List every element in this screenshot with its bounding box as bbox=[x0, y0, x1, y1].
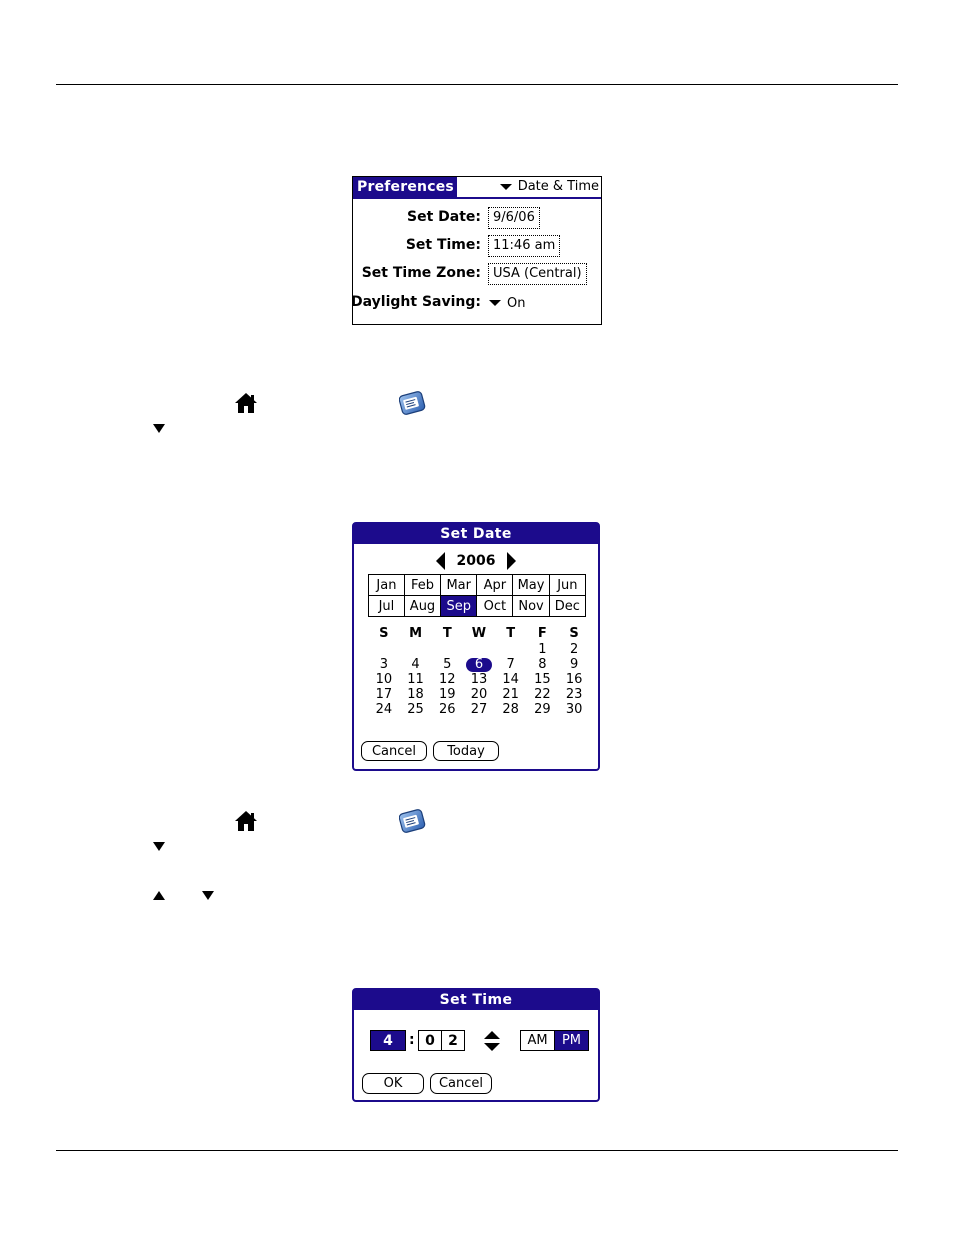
preferences-app-icon bbox=[399, 391, 426, 416]
day-cell[interactable] bbox=[368, 657, 400, 672]
week-row bbox=[368, 672, 590, 687]
day-number: 8 bbox=[538, 657, 547, 672]
set-date-title: Set Date bbox=[354, 524, 598, 544]
dropdown-triangle-icon bbox=[500, 184, 512, 190]
day-number: 27 bbox=[470, 702, 488, 717]
month-jun[interactable]: Jun bbox=[549, 575, 585, 596]
day-cell[interactable] bbox=[558, 642, 590, 657]
month-grid bbox=[368, 574, 586, 617]
day-cell[interactable] bbox=[400, 687, 432, 702]
am-toggle[interactable]: AM bbox=[520, 1030, 555, 1051]
month-mar[interactable]: Mar bbox=[441, 575, 477, 596]
day-number: 2 bbox=[569, 642, 579, 657]
weekday-label: T bbox=[506, 625, 516, 641]
empty-day-cell bbox=[463, 642, 495, 657]
daylight-saving-picker[interactable] bbox=[489, 293, 525, 313]
footer-rule bbox=[56, 1150, 898, 1151]
day-cell[interactable] bbox=[558, 672, 590, 687]
month-apr[interactable]: Apr bbox=[477, 575, 513, 596]
day-number: 1 bbox=[538, 642, 547, 657]
weekday-label: S bbox=[379, 625, 389, 641]
week-row bbox=[368, 687, 590, 702]
today-button[interactable]: Today bbox=[433, 741, 499, 761]
day-cell[interactable] bbox=[558, 657, 590, 672]
day-cell[interactable] bbox=[558, 702, 590, 717]
month-row bbox=[369, 596, 586, 617]
day-number: 5 bbox=[443, 657, 452, 672]
month-oct[interactable]: Oct bbox=[477, 596, 513, 617]
set-date-dialog bbox=[352, 522, 600, 771]
minute-ones-field[interactable]: 2 bbox=[441, 1030, 465, 1051]
ok-button[interactable]: OK bbox=[362, 1073, 424, 1094]
day-number: 6 bbox=[466, 658, 492, 672]
preferences-screen bbox=[352, 176, 602, 325]
down-arrow-icon bbox=[153, 842, 165, 851]
weekday-header-row bbox=[368, 624, 590, 642]
day-number: 20 bbox=[470, 687, 488, 702]
day-number: 22 bbox=[534, 687, 551, 702]
day-cell[interactable] bbox=[527, 642, 559, 657]
week-row bbox=[368, 702, 590, 717]
day-cell[interactable] bbox=[495, 702, 527, 717]
hour-field[interactable]: 4 bbox=[370, 1030, 406, 1051]
day-cell[interactable] bbox=[400, 657, 432, 672]
category-label: Date & Time bbox=[517, 179, 599, 194]
cancel-button[interactable]: Cancel bbox=[361, 741, 427, 761]
day-number: 18 bbox=[407, 687, 424, 702]
year-label: 2006 bbox=[456, 553, 496, 569]
previous-year-arrow-icon[interactable] bbox=[436, 552, 445, 570]
set-time-label: Set Time: bbox=[405, 237, 481, 253]
day-number: 24 bbox=[375, 702, 393, 717]
up-arrow-icon bbox=[153, 891, 165, 900]
weekday-label: S bbox=[569, 625, 579, 641]
up-down-arrows-icon[interactable] bbox=[483, 1030, 501, 1052]
day-cell[interactable] bbox=[431, 657, 463, 672]
title-underline bbox=[353, 197, 601, 199]
week-row bbox=[368, 642, 590, 657]
set-time-field[interactable]: 11:46 am bbox=[488, 235, 560, 257]
set-time-zone-label: Set Time Zone: bbox=[361, 265, 481, 281]
preferences-title: Preferences bbox=[353, 177, 457, 198]
day-number: 3 bbox=[379, 657, 388, 672]
day-number: 12 bbox=[438, 672, 456, 687]
month-aug[interactable]: Aug bbox=[404, 596, 440, 617]
next-year-arrow-icon[interactable] bbox=[507, 552, 516, 570]
header-rule bbox=[56, 84, 898, 85]
day-number: 4 bbox=[411, 657, 420, 672]
day-cell[interactable] bbox=[527, 702, 559, 717]
day-number: 13 bbox=[470, 672, 488, 687]
day-number: 16 bbox=[565, 672, 583, 687]
year-selector bbox=[354, 551, 598, 571]
day-number: 7 bbox=[506, 657, 515, 672]
day-cell[interactable] bbox=[463, 657, 495, 672]
day-number: 25 bbox=[407, 702, 424, 717]
day-cell[interactable] bbox=[400, 672, 432, 687]
day-number: 9 bbox=[569, 657, 579, 672]
day-cell[interactable] bbox=[527, 687, 559, 702]
day-cell[interactable] bbox=[527, 657, 559, 672]
set-time-zone-field[interactable]: USA (Central) bbox=[488, 263, 587, 285]
month-may[interactable]: May bbox=[513, 575, 549, 596]
daylight-saving-label: Daylight Saving: bbox=[351, 294, 481, 310]
empty-day-cell bbox=[400, 642, 432, 657]
set-time-title: Set Time bbox=[354, 990, 598, 1010]
day-cell[interactable] bbox=[463, 672, 495, 687]
empty-day-cell bbox=[495, 642, 527, 657]
category-picker[interactable] bbox=[500, 178, 599, 196]
day-cell[interactable] bbox=[527, 672, 559, 687]
dropdown-triangle-icon bbox=[489, 300, 501, 306]
day-cell[interactable] bbox=[495, 657, 527, 672]
weekday-label: M bbox=[409, 625, 423, 641]
day-number: 17 bbox=[375, 687, 393, 702]
day-number: 10 bbox=[375, 672, 393, 687]
month-jul[interactable]: Jul bbox=[369, 596, 405, 617]
day-grid bbox=[368, 624, 590, 717]
day-number: 21 bbox=[502, 687, 519, 702]
empty-day-cell bbox=[368, 642, 400, 657]
day-cell[interactable] bbox=[463, 702, 495, 717]
set-date-label: Set Date: bbox=[407, 209, 481, 225]
day-number: 14 bbox=[502, 672, 519, 687]
day-cell[interactable] bbox=[431, 672, 463, 687]
month-jan[interactable]: Jan bbox=[369, 575, 405, 596]
day-number: 28 bbox=[502, 702, 519, 717]
time-separator: : bbox=[409, 1032, 415, 1048]
home-icon bbox=[234, 810, 258, 832]
weekday-label: W bbox=[471, 625, 487, 641]
day-cell[interactable] bbox=[431, 687, 463, 702]
month-nov[interactable]: Nov bbox=[513, 596, 549, 617]
month-row bbox=[369, 575, 586, 596]
day-number: 11 bbox=[407, 672, 424, 687]
down-arrow-icon bbox=[202, 891, 214, 900]
preferences-app-icon bbox=[399, 809, 426, 834]
set-date-field[interactable]: 9/6/06 bbox=[488, 207, 540, 229]
empty-day-cell bbox=[431, 642, 463, 657]
day-cell[interactable] bbox=[431, 702, 463, 717]
day-cell[interactable] bbox=[463, 687, 495, 702]
month-feb[interactable]: Feb bbox=[404, 575, 440, 596]
day-cell[interactable] bbox=[558, 687, 590, 702]
minute-tens-field[interactable]: 0 bbox=[418, 1030, 442, 1051]
day-number: 26 bbox=[438, 702, 456, 717]
day-cell[interactable] bbox=[368, 687, 400, 702]
day-cell[interactable] bbox=[495, 672, 527, 687]
day-cell[interactable] bbox=[368, 702, 400, 717]
pm-toggle[interactable]: PM bbox=[554, 1030, 589, 1051]
day-cell[interactable] bbox=[495, 687, 527, 702]
daylight-saving-value: On bbox=[507, 295, 526, 311]
day-number: 15 bbox=[534, 672, 551, 687]
month-sep[interactable]: Sep bbox=[441, 596, 477, 617]
day-cell[interactable] bbox=[400, 702, 432, 717]
weekday-label: T bbox=[442, 625, 452, 641]
weekday-label: F bbox=[537, 625, 547, 641]
day-number: 19 bbox=[438, 687, 456, 702]
month-dec[interactable]: Dec bbox=[549, 596, 585, 617]
day-number: 30 bbox=[565, 702, 583, 717]
week-row bbox=[368, 657, 590, 672]
down-arrow-icon bbox=[153, 424, 165, 433]
day-cell[interactable] bbox=[368, 672, 400, 687]
day-number: 23 bbox=[565, 687, 583, 702]
cancel-button[interactable]: Cancel bbox=[430, 1073, 492, 1094]
day-number: 29 bbox=[534, 702, 551, 717]
home-icon bbox=[234, 392, 258, 414]
set-time-dialog bbox=[352, 988, 600, 1102]
